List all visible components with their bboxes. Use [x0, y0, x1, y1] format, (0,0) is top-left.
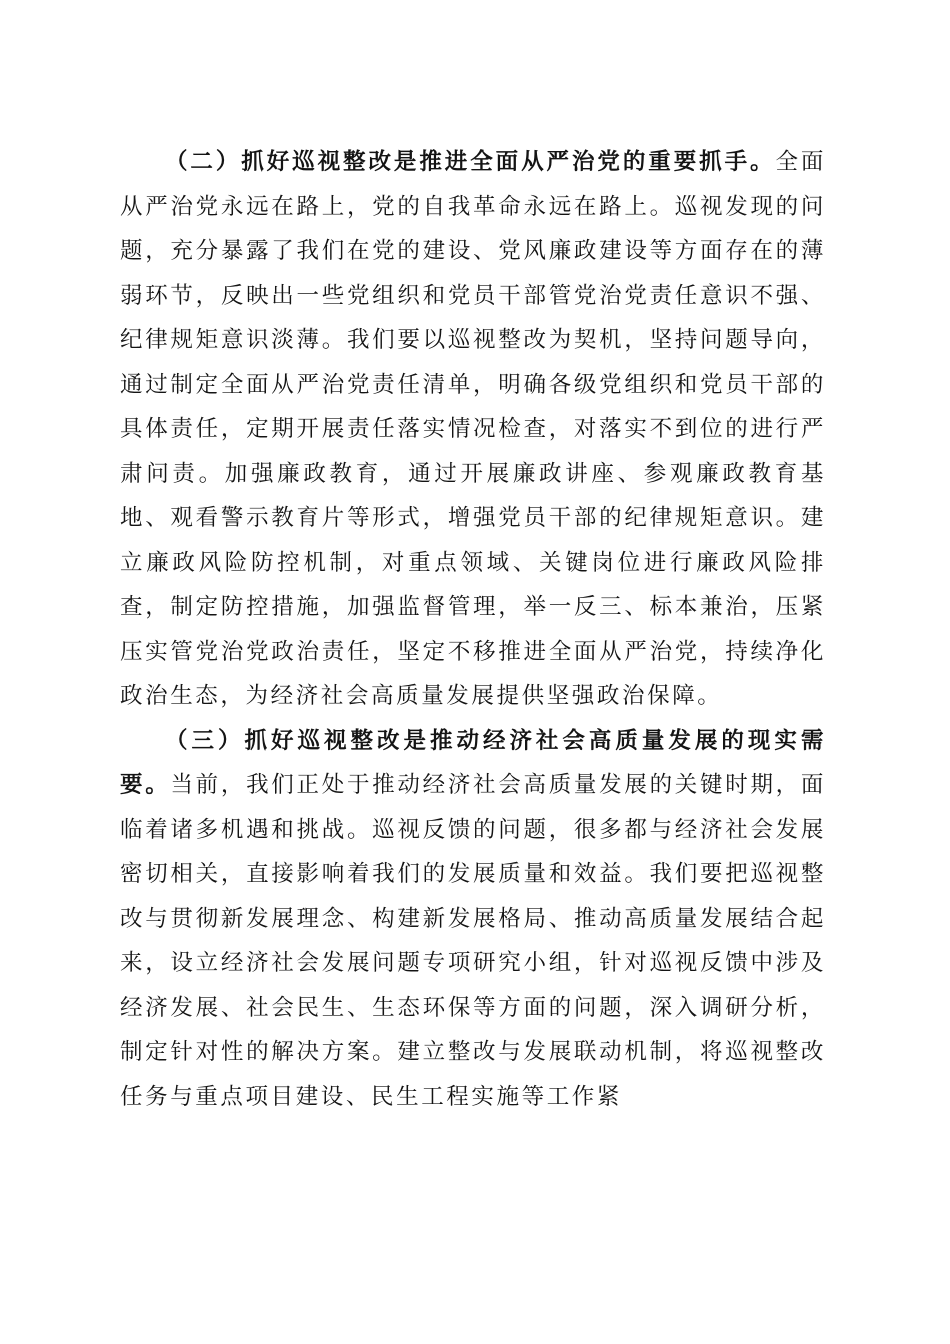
paragraph-2-heading: （二）抓好巡视整改是推进全面从严治党的重要抓手。	[165, 149, 776, 175]
paragraph-3-body: 当前，我们正处于推动经济社会高质量发展的关键时期，面临着诸多机遇和挑战。巡视反馈的问题，很多都与经济社会发展密切相关，直接影响着我们的发展质量和效益。我们要把巡视整改与贯彻新发展理念、构建新发展格局、推动高质量发展结合起来，设立经济社会发展问题专项研究小组，针对巡视反馈中涉及经济发展、社会民生、生态环保等方面的问题，深入调研分析，制定针对性的解决方案。建立整改与发展联动机制，将巡视整改任务与重点项目建设、民生工程实施等工作紧	[120, 772, 826, 1110]
document-page	[120, 140, 826, 1119]
paragraph-2-body: 全面从严治党永远在路上，党的自我革命永远在路上。巡视发现的问题，充分暴露了我们在党的建设、党风廉政建设等方面存在的薄弱环节，反映出一些党组织和党员干部管党治党责任意识不强、纪律规矩意识淡薄。我们要以巡视整改为契机，坚持问题导向，通过制定全面从严治党责任清单，明确各级党组织和党员干部的具体责任，定期开展责任落实情况检查，对落实不到位的进行严肃问责。加强廉政教育，通过开展廉政讲座、参观廉政教育基地、观看警示教育片等形式，增强党员干部的纪律规矩意识。建立廉政风险防控机制，对重点领域、关键岗位进行廉政风险排查，制定防控措施，加强监督管理，举一反三、标本兼治，压紧压实管党治党政治责任，坚定不移推进全面从严治党，持续净化政治生态，为经济社会高质量发展提供坚强政治保障。	[120, 149, 827, 709]
paragraph-3	[120, 719, 826, 1120]
paragraph-3-heading: （三）抓好巡视整改是推动经济社会高质量发展的现实需要。	[120, 727, 826, 798]
paragraph-2	[120, 140, 826, 719]
